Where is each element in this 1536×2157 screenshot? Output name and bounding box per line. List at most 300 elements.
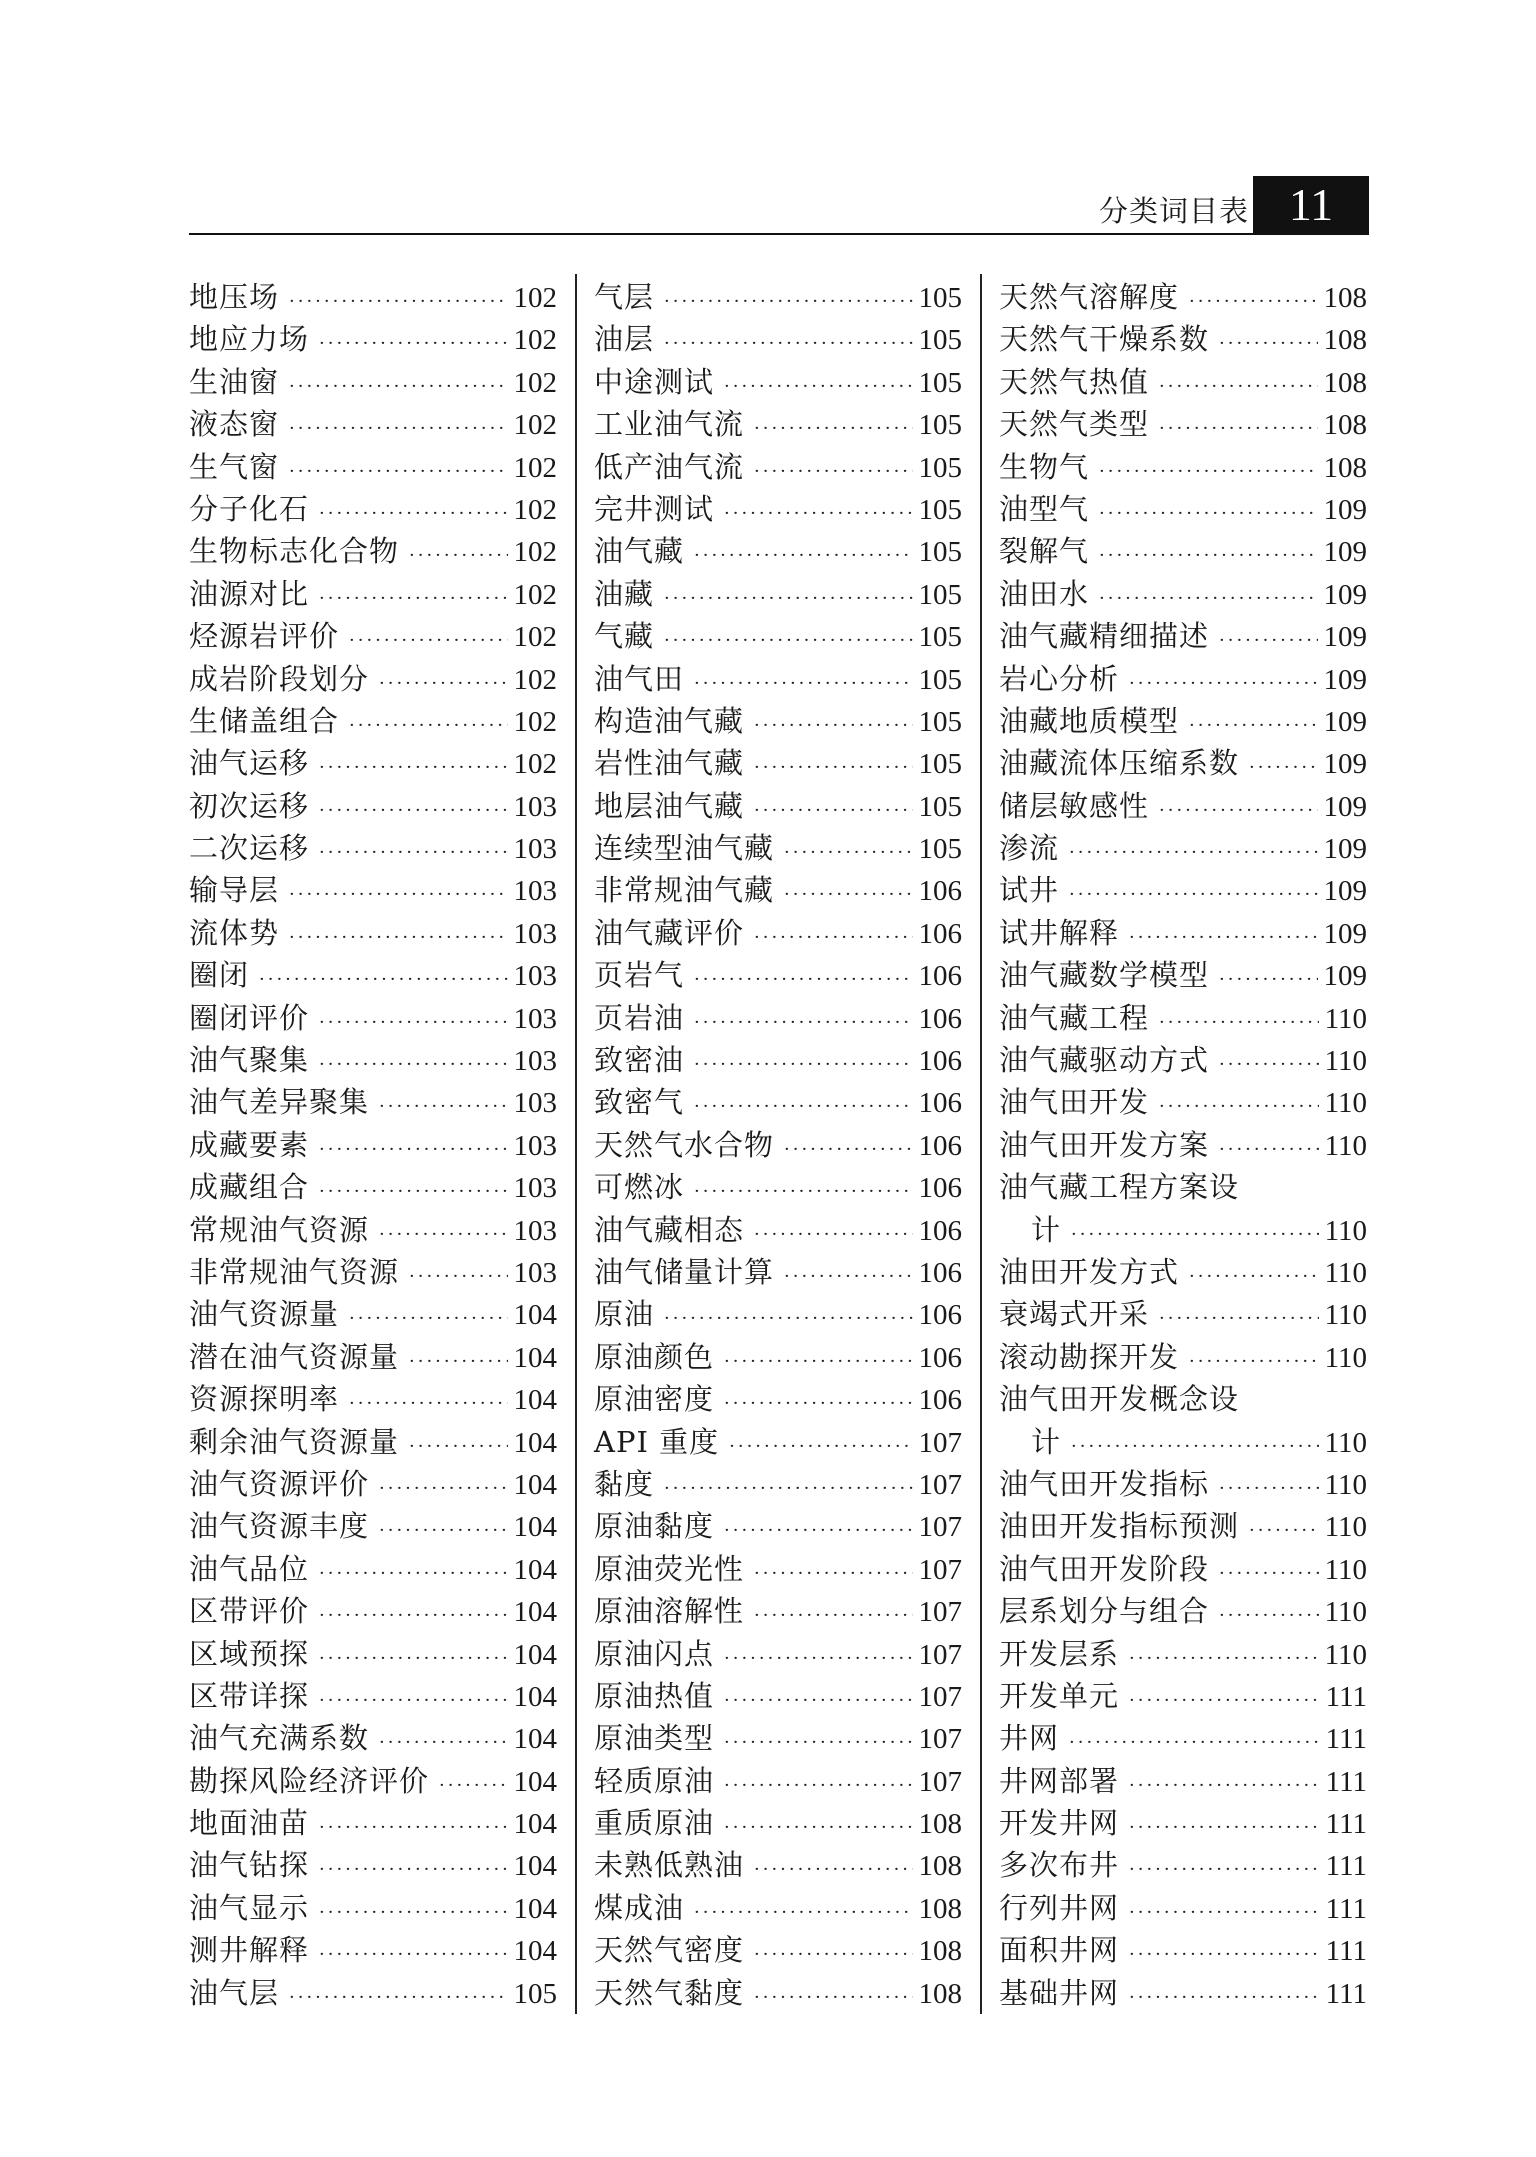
entry-term: 原油热值 xyxy=(594,1678,715,1713)
entry-page-number: 106 xyxy=(918,1129,962,1162)
index-entry xyxy=(189,742,557,784)
index-entry xyxy=(594,530,962,572)
dot-leader xyxy=(1129,1638,1319,1680)
entry-term: 输导层 xyxy=(189,873,280,908)
dot-leader xyxy=(1189,1341,1319,1383)
entry-term: 重质原油 xyxy=(594,1806,715,1841)
index-entry xyxy=(594,1717,962,1759)
index-entry xyxy=(189,1124,557,1166)
index-entry xyxy=(189,1590,557,1632)
index-entry xyxy=(189,1760,557,1802)
entry-term: 区域预探 xyxy=(189,1636,310,1671)
entry-term: 成藏要素 xyxy=(189,1127,310,1162)
index-entry xyxy=(189,785,557,827)
entry-term: 生油窗 xyxy=(189,364,280,399)
entry-term: 区带详探 xyxy=(189,1678,310,1713)
entry-page-number: 107 xyxy=(918,1638,962,1671)
index-entry xyxy=(594,1166,962,1208)
entry-term: 天然气黏度 xyxy=(594,1975,745,2010)
dot-leader xyxy=(724,1722,912,1764)
entry-page-number: 103 xyxy=(513,960,557,993)
entry-term: 低产油气流 xyxy=(594,449,745,484)
entry-term: 非常规油气藏 xyxy=(594,873,775,908)
index-entry xyxy=(999,1463,1367,1505)
dot-leader xyxy=(754,747,912,789)
dot-leader xyxy=(379,1510,507,1552)
entry-term: 油气层 xyxy=(189,1975,280,2010)
dot-leader xyxy=(349,620,507,662)
entry-term: 天然气类型 xyxy=(999,407,1150,442)
dot-leader xyxy=(319,1680,507,1722)
dot-leader xyxy=(409,1256,507,1298)
index-entry xyxy=(999,488,1367,530)
entry-page-number: 107 xyxy=(918,1723,962,1756)
entry-page-number: 110 xyxy=(1324,1087,1367,1120)
entry-page-number: 105 xyxy=(918,833,962,866)
entry-page-number: 104 xyxy=(513,1299,557,1332)
entry-term: 油气藏工程方案设 xyxy=(999,1170,1240,1205)
entry-page-number: 110 xyxy=(1324,1214,1367,1247)
index-entry xyxy=(189,1505,557,1547)
column-divider xyxy=(980,274,982,2014)
dot-leader xyxy=(724,366,912,408)
entry-term: 油气藏工程 xyxy=(999,1000,1150,1035)
entry-term: 油气田开发指标 xyxy=(999,1466,1210,1501)
entry-page-number: 104 xyxy=(513,1511,557,1544)
entry-term: 油气运移 xyxy=(189,746,310,781)
entry-term: 原油 xyxy=(594,1297,655,1332)
entry-term: 液态窗 xyxy=(189,407,280,442)
index-entry xyxy=(999,1887,1367,1929)
entry-page-number: 109 xyxy=(1323,917,1367,950)
index-entry xyxy=(594,573,962,615)
dot-leader xyxy=(1159,790,1317,832)
entry-term: 基础井网 xyxy=(999,1975,1120,2010)
dot-leader xyxy=(1219,323,1317,365)
page-header xyxy=(189,176,1369,234)
entry-term: 油气藏相态 xyxy=(594,1212,745,1247)
dot-leader xyxy=(1219,1595,1319,1637)
entry-page-number: 103 xyxy=(513,1256,557,1289)
index-entry xyxy=(999,1166,1367,1208)
index-entry xyxy=(189,1844,557,1886)
index-column-1 xyxy=(189,276,557,2014)
index-entry xyxy=(999,742,1367,784)
entry-page-number: 107 xyxy=(918,1765,962,1798)
entry-term: 渗流 xyxy=(999,831,1060,866)
index-entry xyxy=(594,658,962,700)
entry-term: 油气田开发阶段 xyxy=(999,1551,1210,1586)
entry-page-number: 110 xyxy=(1324,1045,1367,1078)
entry-page-number: 109 xyxy=(1323,960,1367,993)
entry-page-number: 110 xyxy=(1324,1299,1367,1332)
entry-page-number: 110 xyxy=(1324,1341,1367,1374)
entry-term: 工业油气流 xyxy=(594,407,745,442)
entry-page-number: 106 xyxy=(918,1256,962,1289)
index-entry xyxy=(594,1124,962,1166)
dot-leader xyxy=(694,663,912,705)
entry-term: 试井解释 xyxy=(999,915,1120,950)
entry-term: 圈闭评价 xyxy=(189,1000,310,1035)
entry-term: 油气品位 xyxy=(189,1551,310,1586)
entry-page-number: 106 xyxy=(918,1214,962,1247)
entry-term: 原油类型 xyxy=(594,1721,715,1756)
entry-page-number: 108 xyxy=(918,1850,962,1883)
entry-term: 地应力场 xyxy=(189,322,310,357)
dot-leader xyxy=(754,917,912,959)
index-entry xyxy=(594,1675,962,1717)
entry-page-number: 103 xyxy=(513,1087,557,1120)
entry-term: 圈闭 xyxy=(189,958,250,993)
entry-term: 可燃冰 xyxy=(594,1170,685,1205)
entry-term: 测井解释 xyxy=(189,1933,310,1968)
index-entry xyxy=(189,1972,557,2014)
column-divider xyxy=(575,274,577,2014)
index-entry xyxy=(594,1421,962,1463)
index-entry xyxy=(189,318,557,360)
dot-leader xyxy=(1159,1298,1319,1340)
entry-page-number: 109 xyxy=(1323,621,1367,654)
dot-leader xyxy=(349,1298,507,1340)
entry-term: 油田开发指标预测 xyxy=(999,1509,1240,1544)
entry-page-number: 110 xyxy=(1324,1426,1367,1459)
index-entry xyxy=(594,1929,962,1971)
entry-page-number: 102 xyxy=(513,451,557,484)
entry-term: 初次运移 xyxy=(189,788,310,823)
entry-term: 煤成油 xyxy=(594,1890,685,1925)
index-entry xyxy=(594,1802,962,1844)
entry-page-number: 110 xyxy=(1324,1596,1367,1629)
entry-term: 完井测试 xyxy=(594,491,715,526)
entry-page-number: 102 xyxy=(513,663,557,696)
dot-leader xyxy=(754,1595,912,1637)
entry-term: 流体势 xyxy=(189,915,280,950)
index-entry xyxy=(189,1548,557,1590)
index-entry xyxy=(999,869,1367,911)
dot-leader xyxy=(319,578,507,620)
dot-leader xyxy=(349,705,507,747)
entry-page-number: 104 xyxy=(513,1426,557,1459)
entry-term: 油气资源评价 xyxy=(189,1466,370,1501)
page-number: 11 xyxy=(1288,179,1334,230)
index-entry xyxy=(999,1336,1367,1378)
entry-page-number: 107 xyxy=(918,1468,962,1501)
entry-term: 资源探明率 xyxy=(189,1382,340,1417)
index-entry xyxy=(189,1929,557,1971)
dot-leader xyxy=(349,1383,507,1425)
index-entry xyxy=(999,361,1367,403)
entry-term: 原油密度 xyxy=(594,1382,715,1417)
index-entry xyxy=(594,615,962,657)
entry-page-number: 106 xyxy=(918,1341,962,1374)
entry-page-number: 103 xyxy=(513,1172,557,1205)
index-entry xyxy=(999,1378,1367,1420)
entry-term: 气藏 xyxy=(594,619,655,654)
dot-leader xyxy=(1249,747,1317,789)
entry-page-number: 105 xyxy=(918,366,962,399)
index-entry xyxy=(999,1039,1367,1081)
entry-page-number: 102 xyxy=(513,366,557,399)
entry-page-number: 102 xyxy=(513,409,557,442)
entry-page-number: 111 xyxy=(1325,1935,1367,1968)
entry-page-number: 102 xyxy=(513,705,557,738)
index-entry xyxy=(594,1972,962,2014)
index-entry xyxy=(999,1717,1367,1759)
entry-page-number: 110 xyxy=(1324,1468,1367,1501)
dot-leader xyxy=(319,1807,507,1849)
index-entry xyxy=(999,403,1367,445)
dot-leader xyxy=(754,1553,912,1595)
entry-page-number: 110 xyxy=(1324,1511,1367,1544)
index-entry xyxy=(999,1760,1367,1802)
entry-page-number: 105 xyxy=(918,282,962,314)
dot-leader xyxy=(319,1934,507,1976)
dot-leader xyxy=(724,1765,912,1807)
header-rule xyxy=(189,233,1369,235)
entry-term: 常规油气资源 xyxy=(189,1212,370,1247)
dot-leader xyxy=(784,1256,912,1298)
entry-page-number: 111 xyxy=(1325,1892,1367,1925)
dot-leader xyxy=(1129,1765,1320,1807)
entry-term: 分子化石 xyxy=(189,491,310,526)
index-entry xyxy=(189,912,557,954)
dot-leader xyxy=(379,1468,507,1510)
dot-leader xyxy=(1219,1468,1319,1510)
dot-leader xyxy=(1189,1256,1319,1298)
entry-page-number: 104 xyxy=(513,1765,557,1798)
index-entry xyxy=(999,1548,1367,1590)
entry-term: 油气充满系数 xyxy=(189,1721,370,1756)
entry-term: 油气藏精细描述 xyxy=(999,619,1210,654)
index-entry xyxy=(594,785,962,827)
dot-leader xyxy=(1129,1934,1320,1976)
entry-term: 连续型油气藏 xyxy=(594,831,775,866)
entry-term: 油气田开发 xyxy=(999,1085,1150,1120)
entry-page-number: 103 xyxy=(513,1129,557,1162)
entry-term: 原油荧光性 xyxy=(594,1551,745,1586)
dot-leader xyxy=(664,578,912,620)
entry-page-number: 104 xyxy=(513,1723,557,1756)
index-entry xyxy=(189,361,557,403)
entry-term: 生物气 xyxy=(999,449,1090,484)
index-entry xyxy=(189,700,557,742)
dot-leader xyxy=(319,832,507,874)
dot-leader xyxy=(694,1044,912,1086)
dot-leader xyxy=(409,1426,507,1468)
dot-leader xyxy=(1099,493,1317,535)
dot-leader xyxy=(1219,620,1317,662)
dot-leader xyxy=(784,874,912,916)
index-entry xyxy=(999,785,1367,827)
dot-leader xyxy=(1129,1807,1320,1849)
index-entry xyxy=(189,446,557,488)
dot-leader xyxy=(724,1807,912,1849)
index-entry xyxy=(594,1336,962,1378)
index-entry xyxy=(594,1251,962,1293)
dot-leader xyxy=(379,1722,507,1764)
dot-leader xyxy=(694,1086,912,1128)
dot-leader xyxy=(289,408,507,450)
entry-page-number: 107 xyxy=(918,1426,962,1459)
entry-page-number: 104 xyxy=(513,1596,557,1629)
index-entry xyxy=(594,1505,962,1547)
entry-page-number: 104 xyxy=(513,1680,557,1713)
dot-leader xyxy=(754,1934,912,1976)
index-entry xyxy=(999,1421,1367,1463)
entry-page-number: 110 xyxy=(1324,1638,1367,1671)
entry-page-number: 109 xyxy=(1323,578,1367,611)
entry-term: 原油颜色 xyxy=(594,1339,715,1374)
entry-page-number: 111 xyxy=(1325,1850,1367,1883)
index-entry xyxy=(594,361,962,403)
dot-leader xyxy=(439,1765,507,1807)
dot-leader xyxy=(724,1510,912,1552)
entry-term: 原油闪点 xyxy=(594,1636,715,1671)
dot-leader xyxy=(754,1849,912,1891)
dot-leader xyxy=(754,790,912,832)
index-entry xyxy=(999,1293,1367,1335)
entry-page-number: 108 xyxy=(1323,366,1367,399)
entry-page-number: 104 xyxy=(513,1341,557,1374)
entry-term: 烃源岩评价 xyxy=(189,619,340,654)
entry-term: 岩性油气藏 xyxy=(594,746,745,781)
entry-term: 滚动勘探开发 xyxy=(999,1339,1180,1374)
dot-leader xyxy=(664,620,912,662)
entry-term: 油气田开发概念设 xyxy=(999,1382,1240,1417)
index-entry xyxy=(999,1505,1367,1547)
dot-leader xyxy=(409,1341,507,1383)
index-entry xyxy=(999,1844,1367,1886)
entry-page-number: 105 xyxy=(918,748,962,781)
entry-term: 油田水 xyxy=(999,576,1090,611)
entry-term: 油气藏评价 xyxy=(594,915,745,950)
entry-page-number: 106 xyxy=(918,1087,962,1120)
entry-term: 层系划分与组合 xyxy=(999,1594,1210,1629)
index-entry xyxy=(999,318,1367,360)
entry-term: 黏度 xyxy=(594,1466,655,1501)
entry-page-number: 107 xyxy=(918,1596,962,1629)
index-entry xyxy=(189,1633,557,1675)
entry-term: 地面油苗 xyxy=(189,1806,310,1841)
entry-page-number: 104 xyxy=(513,1808,557,1841)
index-entry xyxy=(999,954,1367,996)
dot-leader xyxy=(259,959,507,1001)
dot-leader xyxy=(289,281,507,323)
entry-term: 致密油 xyxy=(594,1043,685,1078)
entry-term: 储层敏感性 xyxy=(999,788,1150,823)
entry-page-number: 106 xyxy=(918,1002,962,1035)
dot-leader xyxy=(724,1638,912,1680)
index-entry xyxy=(189,1166,557,1208)
entry-page-number: 104 xyxy=(513,1935,557,1968)
index-entry xyxy=(189,1675,557,1717)
index-entry xyxy=(594,954,962,996)
entry-page-number: 103 xyxy=(513,790,557,823)
index-entry xyxy=(189,1802,557,1844)
entry-page-number: 108 xyxy=(1323,282,1367,314)
entry-page-number: 102 xyxy=(513,282,557,314)
entry-term: 裂解气 xyxy=(999,534,1090,569)
dot-leader xyxy=(1069,832,1317,874)
dot-leader xyxy=(319,1129,507,1171)
entry-term: 油气资源丰度 xyxy=(189,1509,370,1544)
entry-term: 井网 xyxy=(999,1721,1060,1756)
dot-leader xyxy=(319,1849,507,1891)
entry-page-number: 109 xyxy=(1323,493,1367,526)
index-entry xyxy=(189,276,557,318)
entry-term: 页岩油 xyxy=(594,1000,685,1035)
dot-leader xyxy=(1069,874,1317,916)
index-column-2 xyxy=(594,276,962,2014)
index-entry xyxy=(594,827,962,869)
entry-page-number: 106 xyxy=(918,1384,962,1417)
dot-leader xyxy=(1159,408,1317,450)
entry-page-number: 104 xyxy=(513,1384,557,1417)
entry-term: 原油黏度 xyxy=(594,1509,715,1544)
dot-leader xyxy=(694,1002,912,1044)
entry-page-number: 103 xyxy=(513,1214,557,1247)
entry-page-number: 108 xyxy=(1323,324,1367,357)
entry-page-number: 102 xyxy=(513,748,557,781)
index-entry xyxy=(999,276,1367,318)
dot-leader xyxy=(319,1553,507,1595)
dot-leader xyxy=(1219,1129,1319,1171)
index-entry xyxy=(594,488,962,530)
index-entry xyxy=(189,869,557,911)
dot-leader xyxy=(754,1977,912,2019)
entry-page-number: 103 xyxy=(513,833,557,866)
entry-page-number: 109 xyxy=(1323,833,1367,866)
entry-page-number: 110 xyxy=(1324,1553,1367,1586)
entry-term: 天然气干燥系数 xyxy=(999,322,1210,357)
index-entry xyxy=(594,912,962,954)
dot-leader xyxy=(1159,1086,1319,1128)
entry-page-number: 106 xyxy=(918,1045,962,1078)
entry-page-number: 107 xyxy=(918,1511,962,1544)
entry-term: 油藏 xyxy=(594,576,655,611)
entry-term: 天然气水合物 xyxy=(594,1127,775,1162)
entry-term: 油藏流体压缩系数 xyxy=(999,746,1240,781)
dot-leader xyxy=(379,1214,507,1256)
dot-leader xyxy=(664,323,912,365)
index-entry xyxy=(999,1633,1367,1675)
entry-term: 天然气热值 xyxy=(999,364,1150,399)
dot-leader xyxy=(1129,1680,1320,1722)
dot-leader xyxy=(1129,1977,1320,2019)
entry-term: 生储盖组合 xyxy=(189,703,340,738)
entry-term: 勘探风险经济评价 xyxy=(189,1763,430,1798)
dot-leader xyxy=(319,493,507,535)
index-entry xyxy=(189,827,557,869)
entry-page-number: 105 xyxy=(918,705,962,738)
entry-page-number: 111 xyxy=(1325,1808,1367,1841)
dot-leader xyxy=(319,790,507,832)
index-entry xyxy=(999,1209,1367,1251)
entry-page-number: 107 xyxy=(918,1680,962,1713)
entry-page-number: 111 xyxy=(1325,1680,1367,1713)
entry-term: 非常规油气资源 xyxy=(189,1254,400,1289)
entry-page-number: 103 xyxy=(513,875,557,908)
dot-leader xyxy=(289,366,507,408)
entry-page-number: 105 xyxy=(918,409,962,442)
dot-leader xyxy=(1129,1849,1320,1891)
index-entry xyxy=(594,1209,962,1251)
index-entry xyxy=(189,615,557,657)
entry-term: 成岩阶段划分 xyxy=(189,661,370,696)
entry-page-number: 108 xyxy=(918,1935,962,1968)
entry-page-number: 105 xyxy=(918,663,962,696)
dot-leader xyxy=(319,1595,507,1637)
